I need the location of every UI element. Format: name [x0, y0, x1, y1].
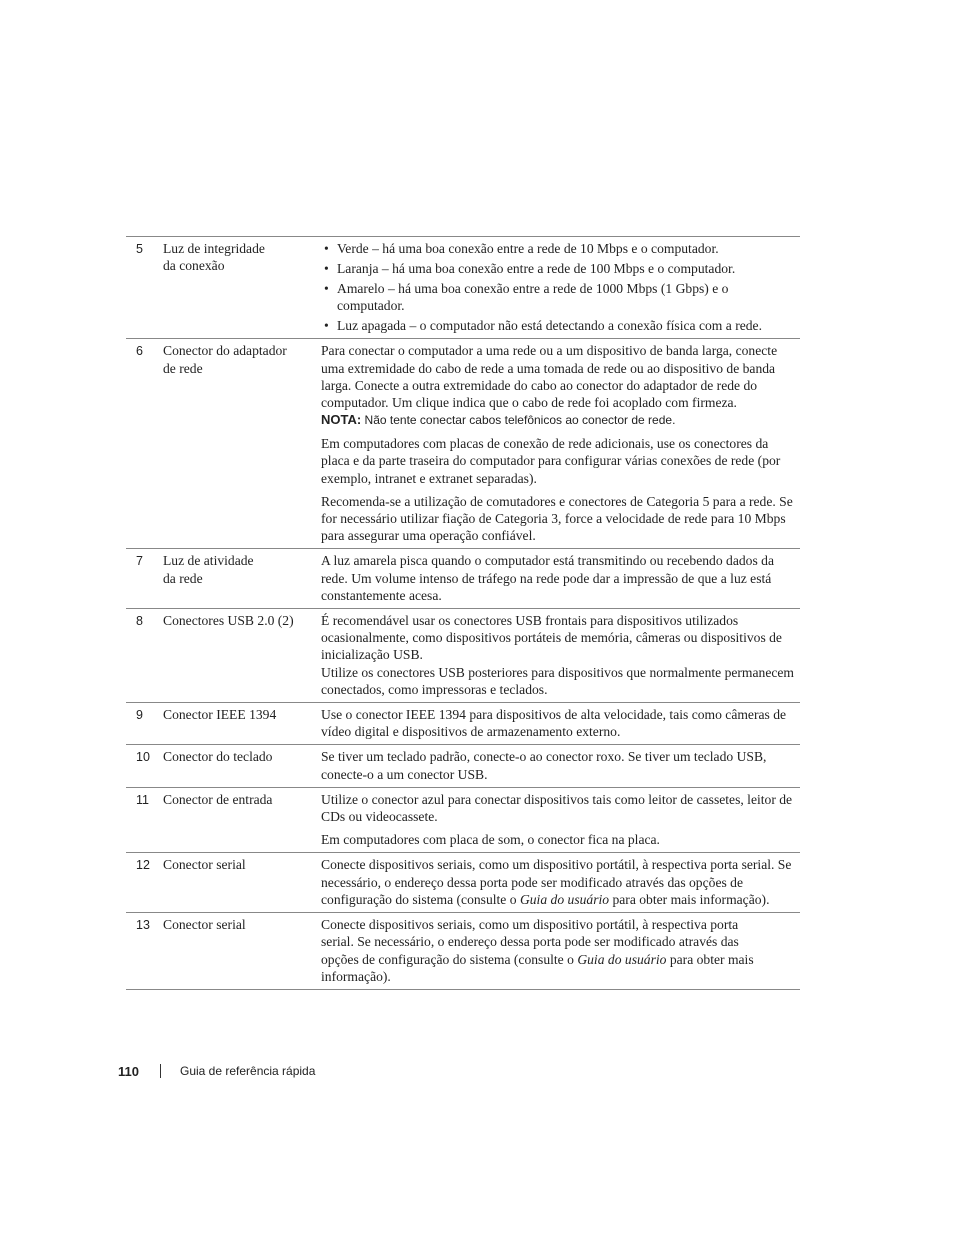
- row-name: Luz de atividade da rede: [163, 553, 254, 586]
- note-text: Não tente conectar cabos telefônicos ao conector de rede.: [364, 413, 676, 428]
- paragraph: Em computadores com placas de conexão de rede adicionais, use os conectores da placa e da parte traseira do computador para configurar várias conexões de rede (por exemplo, intranet e extranet separadas).: [321, 436, 781, 486]
- bullet-icon: •: [324, 318, 329, 334]
- paragraph: Em computadores com placa de som, o conector fica na placa.: [321, 832, 660, 848]
- list-item: [321, 280, 798, 314]
- document-reference: Guia do usuário: [519, 891, 610, 907]
- paragraph: Recomenda-se a utilização de comutadores e conectores de Categoria 5 para a rede. Se for necessário utilizar fiação de Categoria 3, force a velocidade de rede para 10 Mbps para assegurar uma operação confiável.: [321, 493, 793, 544]
- note-label: NOTA:: [321, 412, 362, 428]
- list-item: [321, 260, 798, 277]
- table-row: [126, 237, 800, 339]
- row-description: [321, 612, 800, 698]
- row-description: [321, 748, 800, 782]
- paragraph: Utilize os conectores USB posteriores para dispositivos que normalmente permanecem conectados, como impressoras e teclados.: [321, 664, 795, 697]
- paragraph: [321, 856, 798, 908]
- paragraph-text: para obter mais informação).: [321, 951, 754, 984]
- paragraph-text: para obter mais informação).: [609, 891, 770, 907]
- row-name: Conector do teclado: [163, 749, 273, 765]
- paragraph: É recomendável usar os conectores USB frontais para dispositivos utilizados ocasionalmente, como dispositivos portáteis de memória, câmeras ou dispositivos de inicialização USB.: [321, 613, 782, 663]
- list-item-text: Amarelo – há uma boa conexão entre a rede de 1000 Mbps (1 Gbps) e o computador.: [337, 281, 729, 314]
- table-row: [126, 853, 800, 913]
- table-row: [126, 745, 800, 787]
- list-item: [321, 317, 798, 334]
- row-number: 9: [136, 708, 143, 723]
- list-item-text: Laranja – há uma boa conexão entre a rede de 100 Mbps e o computador.: [337, 261, 736, 276]
- row-name: Luz de integridade da conexão: [163, 241, 265, 274]
- bullet-icon: •: [324, 241, 329, 256]
- bullet-icon: •: [324, 281, 329, 296]
- table-row: [126, 788, 800, 854]
- footer-divider: [160, 1064, 161, 1078]
- bullet-icon: •: [324, 261, 329, 276]
- paragraph: Use o conector IEEE 1394 para dispositivos de alta velocidade, tais como câmeras de vídeo digital e dispositivos de armazenamento externo.: [321, 707, 787, 740]
- row-name: Conector serial: [163, 857, 246, 873]
- row-description: [321, 856, 800, 908]
- row-description: [321, 552, 800, 604]
- row-number: 13: [136, 918, 150, 933]
- paragraph: Utilize o conector azul para conectar dispositivos tais como leitor de cassetes, leitor de CDs ou videocassete.: [321, 791, 793, 825]
- table-row: [126, 609, 800, 703]
- row-name: Conector do adaptador de rede: [163, 343, 287, 376]
- row-name: Conector IEEE 1394: [163, 707, 277, 723]
- table-row: [126, 913, 800, 990]
- row-description: [321, 342, 800, 544]
- paragraph: Se tiver um teclado padrão, conecte-o ao conector roxo. Se tiver um teclado USB, conecte-o a um conector USB.: [321, 749, 767, 782]
- page-footer: [118, 1062, 315, 1080]
- row-name: Conectores USB 2.0 (2): [163, 613, 294, 629]
- document-reference: Guia do usuário: [577, 951, 667, 967]
- page-number: 110: [118, 1063, 139, 1079]
- note: [321, 411, 798, 429]
- list-item-text: Verde – há uma boa conexão entre a rede de 10 Mbps e o computador.: [337, 241, 719, 256]
- row-number: 11: [136, 792, 149, 807]
- row-number: 6: [136, 344, 143, 359]
- row-number: 7: [136, 554, 143, 569]
- list-item: [321, 240, 798, 257]
- paragraph: Para conectar o computador a uma rede ou a um dispositivo de banda larga, conecte uma extremidade do cabo de rede a uma tomada de rede ou ao dispositivo de banda larga. Conecte a outra extremidade do cabo ao conector do adaptador de rede do computador. Um clique indica que o cabo de rede foi acoplado com firmeza.: [321, 343, 778, 411]
- table-row: [126, 549, 800, 609]
- row-number: 5: [136, 242, 143, 256]
- table-row: [126, 339, 800, 549]
- row-description: [321, 706, 800, 740]
- row-description: [321, 791, 800, 849]
- row-name: Conector serial: [163, 917, 246, 933]
- paragraph-text: Conecte dispositivos seriais, como um dispositivo portátil, à respectiva porta serial. Se necessário, o endereço dessa porta pode ser modificado através das opções de configuração do sistema (consulte o: [321, 917, 739, 967]
- row-number: 12: [136, 858, 150, 873]
- paragraph: A luz amarela pisca quando o computador está transmitindo ou recebendo dados da rede. Um volume intenso de tráfego na rede pode dar a impressão de que a luz está constantemente acesa.: [321, 553, 774, 603]
- bullet-list: [321, 240, 798, 334]
- row-description: [321, 916, 800, 985]
- connector-table: [126, 236, 800, 990]
- document-title: Guia de referência rápida: [179, 1064, 316, 1078]
- table-row: [126, 703, 800, 745]
- paragraph: [321, 916, 754, 985]
- paragraph-text: Conecte dispositivos seriais, como um dispositivo portátil, à respectiva porta serial. Se necessário, o endereço dessa porta pode ser modificado através das opções de configuração do sistema (consulte o: [321, 857, 792, 907]
- row-name: Conector de entrada: [163, 791, 273, 807]
- row-description: [321, 240, 800, 334]
- row-number: 10: [136, 750, 150, 765]
- list-item-text: Luz apagada – o computador não está detectando a conexão física com a rede.: [337, 318, 762, 334]
- row-number: 8: [136, 614, 143, 629]
